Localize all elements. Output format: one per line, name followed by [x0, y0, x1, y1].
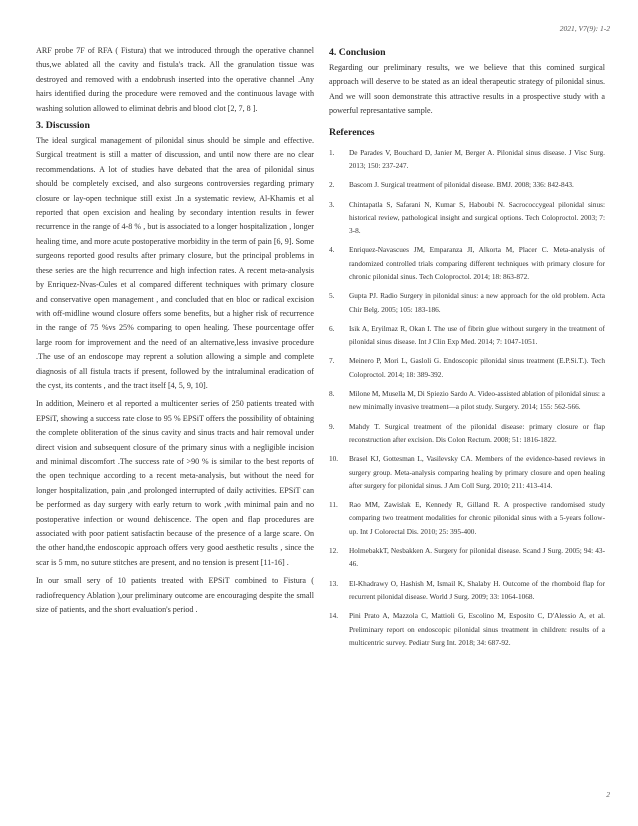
reference-number: 11. [329, 500, 338, 510]
reference-item [329, 146, 605, 173]
reference-number: 9. [329, 421, 335, 431]
journal-citation: 2021, V7(9): 1-2 [559, 24, 610, 33]
references-list [329, 146, 605, 650]
reference-text: Bascom J. Surgical treatment of pilonidal disease. BMJ. 2008; 336: 842-843. [349, 180, 574, 190]
reference-number: 14. [329, 611, 339, 621]
reference-number: 8. [329, 389, 335, 399]
reference-item [329, 243, 605, 283]
reference-number: 5. [329, 291, 335, 301]
reference-text: Rao MM, Zawislak E, Kennedy R, Gilland R. A prospective randomised study comparing two treatment modalities for chronic pilonidal sinus with a 5-years follow-up. Int J Colorectal Dis. 2010; 25: 395-400. [349, 500, 605, 536]
reference-item [329, 452, 605, 492]
reference-number: 13. [329, 578, 339, 588]
discussion-paragraph-2: In addition, Meinero et al reported a multicenter series of 250 patients treated with EPSiT, showing a success rate close to 95 % EPSiT offers the possibility of obtaining the complete obliteration of the sinus cavity and sinus tracts and hair removal under direct vision and subsequent closure of the primary sinus with a negligible incision and minimal discomfort .The success rate of >90 % is similar to the best reports of the open technique according to a recent meta-analysis, but without the need for longer hospitalization, pain ,and prolonged interrupted of daily activities. EPSiT can be performed as day surgery with early return to work ,with minimal pain and no postoperative infection or wound dehiscence. The open and flap procedures are associated with poor patient satisfactin because of the presence of a large scare. On the other hand,the endoscopic approach offers very good aesthetic results , since the scar is 5 mm, no suture stitches are present, and no tension is present [11-16] . [36, 399, 314, 567]
reference-text: Mahdy T. Surgical treatment of the pilonidal disease: primary closure or flap reconstruction after excision. Dis Colon Rectum. 2008; 51: 1816-1822. [349, 421, 605, 444]
reference-text: Pini Prato A, Mazzola C, Mattioli G, Escolino M, Esposito C, D'Alessio A, et al. Preliminary report on endoscopic pilonidal sinus treatment in children: results of a multicentric survey. Pediatr Surg Int. 2018; 34: 687-92. [349, 611, 605, 647]
reference-text: HolmebakkT, Nesbakken A. Surgery for pilonidal disease. Scand J Surg. 2005; 94: 43-46. [349, 546, 605, 569]
reference-number: 10. [329, 454, 339, 464]
reference-item [329, 609, 605, 649]
reference-text: Milone M, Musella M, Di Spiezio Sardo A. Video-assisted ablation of pilonidal sinus: a new minimally invasive treatment—a pilot study. Surgery. 2014; 155: 562-566. [349, 389, 606, 412]
reference-text: Meinero P, Mori L, Gasloli G. Endoscopic pilonidal sinus treatment (E.P.Si.T.). Tech Coloproctol. 2014; 18: 389-392. [349, 356, 605, 379]
reference-text: Isik A, Eryilmaz R, Okan I. The use of fibrin glue without surgery in the treatment of pilonidal sinus disease. Int J Clin Exp Med. 2014; 7: 1047-1051. [349, 323, 605, 347]
reference-item [329, 577, 605, 604]
conclusion-heading: 4. Conclusion [329, 47, 386, 58]
intro-paragraph: ARF probe 7F of RFA ( Fistura) that we introduced through the operative channel thus,we ablated all the cavity and fistula's track. All the granulation tissue was destroyed and removed with a endobrush inserted into the operative channel .Any hairs identified during the procedure were removed and the continuous lavage with washing solution allowed to eliminat debris and blood clot [2, 7, 8 ]. [36, 46, 314, 113]
reference-text: Enriquez-Navascues JM, Emparanza JI, Alkorta M, Placer C. Meta-analysis of randomized controlled trials comparing different techniques with primary closure for chronic pilonidal sinus. Tech Coloproctol. 2014; 18: 863-872. [349, 245, 605, 281]
discussion-heading: 3. Discussion [36, 120, 90, 132]
reference-item [329, 289, 605, 316]
discussion-paragraph-1: The ideal surgical management of pilonidal sinus should be simple and effective. Surgical treatment is still a matter of discussion, and until now there are no clear recommendations. A lot of studies have debated that the area of pilonidal sinus should be completely excised, and also surgeons controversies regarding primary closure or lay-open technique still exist .In a systematic review, Al-Khamis et al reported that open excision and healing by secondary intention results in fewer recurrence in the range of 4-8 % , but is associated to a longer hospitalization , longer healing time, and more acute postoperative morbidity in the term of pain [6, 9]. Some surgeons reported good results after primary closure, but the principal problems in these series are the high recurrence and high infection rates. A recent meta-analysis by Enriquez-Nvas-Cules et al compared different techniques with primary closure and conservative open management , and concluded that en bloc or radical excision with off-midline wound closure offers some benefits, but a higher risk of recurrence in the range of 75 %vs 25% comparing to open healing. These pourcentage offer large room for improvement and the need of an alternative,less invasive procedure .The use of an endoscope may reprent a solution allowing a simple and complete diagnosis of all fistula tracts if present, followed by the intraluminal eradication of the cyst, its contents , and the tract itself [4, 5, 9, 10]. [36, 136, 314, 390]
reference-number: 6. [329, 323, 335, 333]
reference-item [329, 354, 605, 381]
reference-item [329, 198, 605, 238]
reference-text: Gupta PJ. Radio Surgery in pilonidal sinus: a new approach for the old problem. Acta Chir Belg. 2005; 105: 183-186. [349, 291, 605, 314]
reference-item [329, 420, 605, 447]
reference-item [329, 178, 605, 191]
reference-number: 7. [329, 356, 335, 366]
discussion-paragraph-3: In our small sery of 10 patients treated with EPSiT combined to Fistura ( radiofrequency Ablation ),our preliminary outcome are encouraging despite the small size of patients, and the short evaluation's period . [36, 576, 314, 615]
conclusion-paragraph: Regarding our preliminary results, we we believe that this comined surgical approach will deserve to be stated as an ideal therapeutic strategy of pilonidal sinus. And we will soon demonstrate this attractive results in a prospective study with a powerful represantative sample. [329, 63, 605, 116]
reference-item [329, 322, 605, 349]
reference-text: El-Khadrawy O, Hashish M, Ismail K, Shalaby H. Outcome of the rhomboid flap for recurrent pilonidal disease. World J Surg. 2009; 33: 1064-1068. [349, 578, 605, 601]
reference-item [329, 387, 605, 414]
reference-number: 1. [329, 147, 335, 157]
reference-item [329, 544, 605, 571]
right-column [329, 44, 605, 655]
reference-text: Brasel KJ, Gottesman L, Vasilevsky CA. Members of the evidence-based reviews in surgery group. Meta-analysis comparing healing by primary closure and open healing after surgery for pilonidal sinus. J Am Coll Surg. 2010; 211: 413-414. [349, 454, 605, 490]
reference-number: 3. [329, 199, 335, 209]
left-column [36, 44, 314, 621]
reference-number: 2. [329, 180, 335, 190]
reference-number: 12. [329, 546, 339, 556]
references-heading: References [329, 126, 375, 138]
reference-number: 4. [329, 245, 335, 255]
reference-item [329, 498, 605, 538]
reference-text: De Parades V, Bouchard D, Janier M, Berger A. Pilonidal sinus disease. J Visc Surg. 2013; 150: 237-247. [349, 147, 605, 170]
reference-text: Chintapatla S, Safarani N, Kumar S, Haboubi N. Sacrococcygeal pilonidal sinus: historical review, pathological insight and surgical options. Tech Coloproctol. 2003; 7: 3-8. [349, 199, 605, 236]
page-number: 2 [606, 790, 610, 799]
